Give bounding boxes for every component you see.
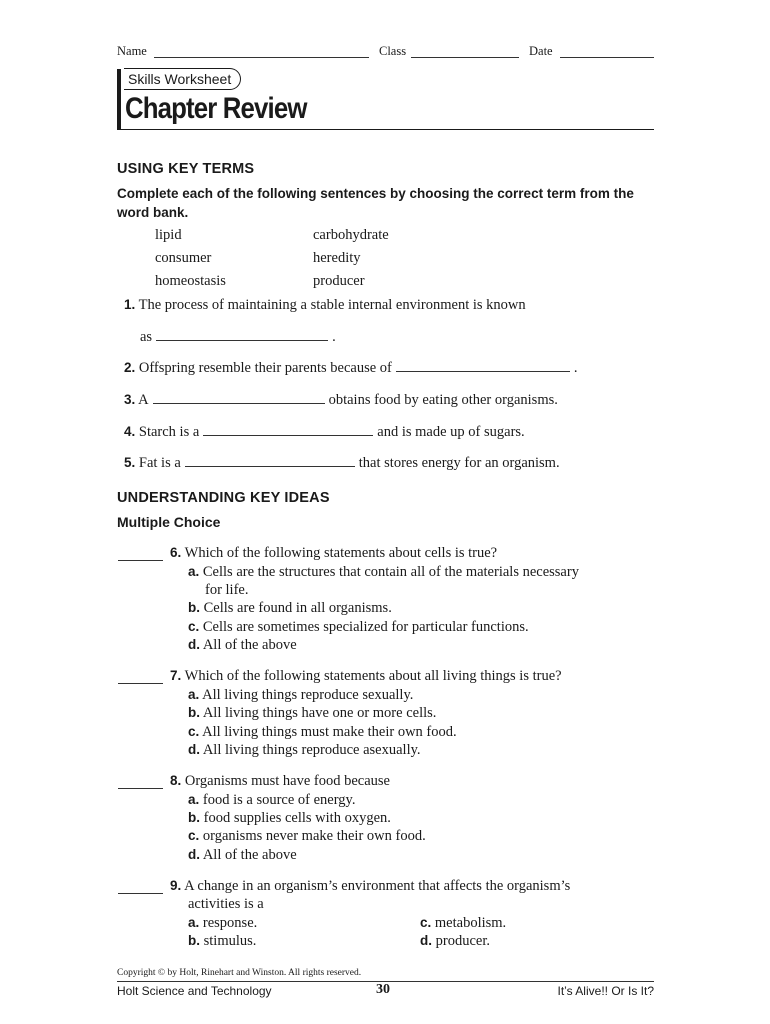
section-heading-key-terms: USING KEY TERMS	[117, 161, 255, 177]
option-c[interactable]	[188, 724, 457, 741]
class-field[interactable]	[411, 57, 519, 58]
option-text: All living things have one or more cells.	[202, 705, 437, 721]
option-continuation: for life.	[205, 582, 249, 598]
option-d[interactable]	[188, 742, 421, 759]
question-6	[170, 545, 497, 562]
option-letter: d.	[188, 742, 200, 757]
question-number: 6.	[170, 545, 182, 560]
question-text: The process of maintaining a stable internal environment is known	[138, 297, 526, 313]
option-text: Cells are found in all organisms.	[203, 600, 392, 616]
page-number: 30	[376, 982, 390, 997]
question-2	[124, 360, 578, 377]
date-label: Date	[529, 44, 553, 58]
question-1	[124, 297, 526, 314]
question-text: A	[138, 392, 149, 408]
option-letter: c.	[188, 724, 200, 739]
section-heading-key-ideas: UNDERSTANDING KEY IDEAS	[117, 490, 330, 506]
question-stem: Which of the following statements about all living things is true?	[184, 668, 562, 684]
option-c[interactable]	[188, 828, 426, 845]
question-text: .	[332, 329, 336, 345]
option-letter: b.	[188, 810, 200, 825]
option-text: food is a source of energy.	[202, 792, 356, 808]
question-stem: A change in an organism’s environment that affects the organism’s	[184, 878, 571, 894]
question-number: 1.	[124, 297, 136, 312]
option-text: All living things reproduce asexually.	[202, 742, 421, 758]
question-stem-continuation: activities is a	[188, 896, 264, 912]
answer-blank[interactable]	[396, 371, 570, 372]
option-letter: a.	[188, 792, 200, 807]
option-b[interactable]	[188, 600, 392, 617]
question-text: Fat is a	[138, 455, 181, 471]
option-text: metabolism.	[434, 915, 507, 931]
option-a[interactable]	[188, 687, 413, 704]
answer-blank[interactable]	[118, 560, 163, 561]
question-number: 7.	[170, 668, 182, 683]
question-text: Starch is a	[138, 424, 200, 440]
question-7	[170, 668, 562, 685]
option-text: response.	[202, 915, 258, 931]
question-stem: Which of the following statements about cells is true?	[184, 545, 498, 561]
question-number: 5.	[124, 455, 136, 470]
chapter-name: It’s Alive!! Or Is It?	[557, 984, 654, 998]
subheading-multiple-choice: Multiple Choice	[117, 514, 221, 530]
option-a[interactable]	[188, 792, 356, 809]
option-letter: d.	[188, 637, 200, 652]
option-b[interactable]	[188, 933, 256, 950]
option-text: All of the above	[202, 847, 297, 863]
option-text: food supplies cells with oxygen.	[203, 810, 391, 826]
option-b[interactable]	[188, 705, 436, 722]
option-d[interactable]	[188, 847, 297, 864]
option-text: All of the above	[202, 637, 297, 653]
question-3	[124, 392, 558, 409]
option-text: organisms never make their own food.	[202, 828, 426, 844]
option-letter: c.	[420, 915, 432, 930]
copyright-notice: Copyright © by Holt, Rinehart and Winston. All rights reserved.	[117, 968, 362, 978]
word-bank-term: heredity	[313, 250, 361, 266]
class-label: Class	[379, 44, 407, 58]
answer-blank[interactable]	[118, 893, 163, 894]
question-1-line2	[140, 329, 336, 346]
answer-blank[interactable]	[118, 788, 163, 789]
option-letter: b.	[188, 933, 200, 948]
answer-blank[interactable]	[156, 340, 328, 341]
question-number: 8.	[170, 773, 182, 788]
option-b[interactable]	[188, 810, 391, 827]
question-text: .	[573, 360, 578, 376]
question-text: that stores energy for an organism.	[358, 455, 560, 471]
option-text: Cells are sometimes specialized for particular functions.	[202, 619, 529, 635]
name-label: Name	[117, 44, 147, 58]
option-letter: a.	[188, 915, 200, 930]
question-number: 9.	[170, 878, 182, 893]
question-text: obtains food by eating other organisms.	[328, 392, 558, 408]
option-letter: d.	[188, 847, 200, 862]
question-8	[170, 773, 390, 790]
section-instructions: Complete each of the following sentences by choosing the correct term from the word bank.	[117, 186, 634, 220]
word-bank-term: producer	[313, 273, 365, 289]
date-field[interactable]	[560, 57, 654, 58]
question-text: and is made up of sugars.	[377, 424, 525, 440]
word-bank-term: lipid	[155, 227, 182, 243]
option-a[interactable]	[188, 915, 257, 932]
worksheet-tag: Skills Worksheet	[124, 68, 241, 90]
question-number: 3.	[124, 392, 136, 407]
option-text: All living things reproduce sexually.	[202, 687, 414, 703]
question-stem: Organisms must have food because	[184, 773, 390, 789]
option-letter: c.	[188, 828, 200, 843]
option-letter: a.	[188, 687, 200, 702]
option-text: Cells are the structures that contain all of the materials necessary	[202, 564, 579, 580]
question-text: Offspring resemble their parents because of	[138, 360, 392, 376]
page-title: Chapter Review	[125, 92, 307, 125]
word-bank-term: consumer	[155, 250, 212, 266]
option-letter: b.	[188, 600, 200, 615]
word-bank-term: carbohydrate	[313, 227, 389, 243]
publisher-name: Holt Science and Technology	[117, 984, 272, 998]
option-c[interactable]	[188, 619, 529, 636]
title-rule	[121, 129, 654, 130]
option-a[interactable]	[188, 564, 579, 581]
question-9	[170, 878, 570, 895]
option-text: All living things must make their own food.	[202, 724, 457, 740]
name-field[interactable]	[154, 57, 369, 58]
question-number: 4.	[124, 424, 136, 439]
option-text: producer.	[435, 933, 490, 949]
option-d[interactable]	[188, 637, 297, 654]
option-letter: c.	[188, 619, 200, 634]
word-bank-term: homeostasis	[155, 273, 226, 289]
answer-blank[interactable]	[185, 466, 355, 467]
question-text: as	[140, 329, 153, 345]
option-c[interactable]	[420, 915, 506, 932]
answer-blank[interactable]	[153, 403, 325, 404]
option-letter: b.	[188, 705, 200, 720]
question-number: 2.	[124, 360, 136, 375]
answer-blank[interactable]	[118, 683, 163, 684]
option-d[interactable]	[420, 933, 490, 950]
question-5	[124, 455, 560, 472]
title-bar	[117, 69, 121, 130]
question-4	[124, 424, 525, 441]
answer-blank[interactable]	[203, 435, 373, 436]
option-text: stimulus.	[203, 933, 257, 949]
option-letter: a.	[188, 564, 200, 579]
option-letter: d.	[420, 933, 432, 948]
